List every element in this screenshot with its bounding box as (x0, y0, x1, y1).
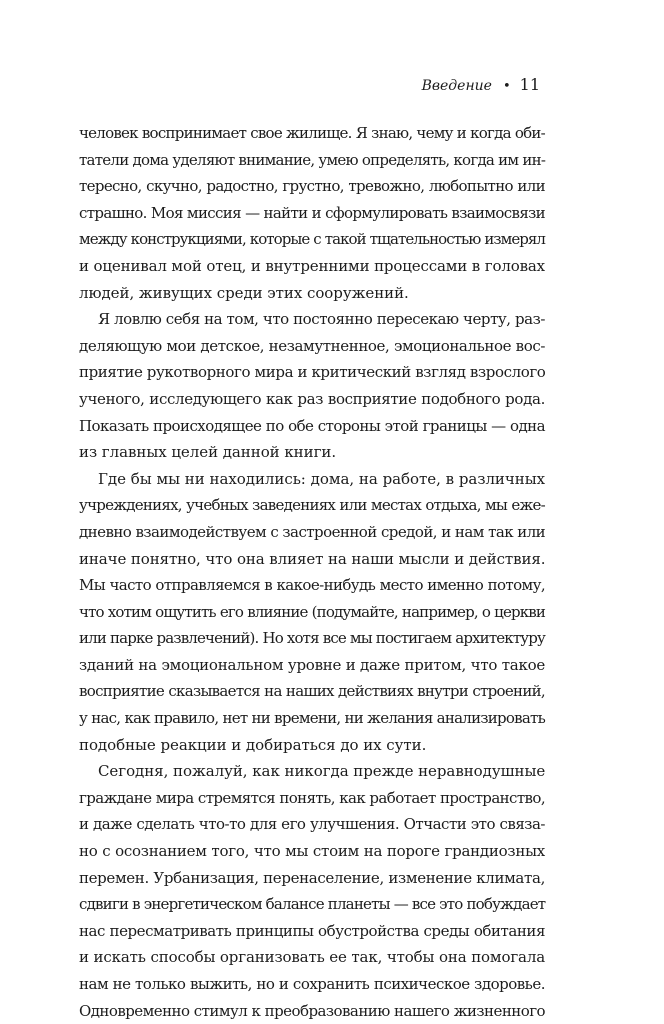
text-line: учреждениях, учебных заведениях или местах отдыха, мы еже- (79, 496, 545, 515)
paragraph (79, 466, 545, 759)
text-line: ученого, исследующего как раз восприятие подобного рода. (79, 389, 545, 408)
text-line: и оценивал мой отец, и внутренними процессами в головах (79, 256, 545, 275)
paragraph (79, 120, 545, 306)
text-line: и даже сделать что-то для его улучшения. Отчасти это связа- (79, 815, 545, 834)
text-line: иначе понятно, что она влияет на наши мысли и действия. (79, 549, 546, 568)
text-line: Мы часто отправляемся в какое-нибудь место именно потому, (79, 576, 545, 595)
text-line: сдвиги в энергетическом балансе планеты — все это побуждает (79, 895, 546, 914)
paragraph (79, 306, 545, 466)
text-line: между конструкциями, которые с такой тщательностью измерял (79, 230, 545, 249)
text-line: и искать способы организовать ее так, чтобы она помогала (79, 948, 545, 967)
text-line: перемен. Урбанизация, перенаселение, изменение климата, (79, 868, 545, 887)
text-line: у нас, как правило, нет ни времени, ни желания анализировать (79, 709, 545, 728)
text-line: дневно взаимодействуем с застроенной средой, и нам так или (79, 522, 546, 541)
text-line: нас пересматривать принципы обустройства среды обитания (79, 921, 545, 940)
text-line: но с осознанием того, что мы стоим на пороге грандиозных (79, 842, 545, 861)
text-line: Я ловлю себя на том, что постоянно пересекаю черту, раз- (98, 310, 545, 329)
text-line: восприятие сказывается на наших действиях внутри строений, (79, 682, 545, 701)
header-separator: • (502, 79, 511, 94)
text-line: нам не только выжить, но и сохранить психическое здоровье. (79, 975, 545, 993)
text-line: Сегодня, пожалуй, как никогда прежде неравнодушные (98, 762, 546, 781)
text-line: страшно. Моя миссия — найти и сформулировать взаимосвязи (79, 203, 546, 222)
text-line: татели дома уделяют внимание, умею определять, когда им ин- (79, 150, 546, 169)
text-line: граждане мира стремятся понять, как работает пространство, (79, 788, 545, 807)
text-line: деляющую мои детское, незамутненное, эмоциональное вос- (79, 336, 545, 355)
text-line: зданий на эмоциональном уровне и даже притом, что такое (79, 655, 545, 674)
text-line: человек воспринимает свое жилище. Я знаю, чему и когда оби- (79, 124, 545, 142)
body-text (79, 120, 545, 1024)
text-line: Где бы мы ни находились: дома, на работе, в различных (98, 469, 545, 488)
section-title: Введение (421, 78, 492, 94)
text-line: тересно, скучно, радостно, грустно, тревожно, любопытно или (79, 177, 545, 196)
text-line: из главных целей данной книги. (79, 443, 337, 462)
page-number: 11 (519, 75, 540, 94)
running-header (422, 74, 540, 98)
text-line: подобные реакции и добираться до их сути. (79, 735, 427, 754)
paragraph (79, 758, 545, 1024)
text-line: Одновременно стимул к преобразованию нашего жизненного (79, 1001, 545, 1020)
text-line: приятие рукотворного мира и критический взгляд взрослого (79, 363, 546, 382)
text-line: людей, живущих среди этих сооружений. (79, 283, 409, 302)
text-line: что хотим ощутить его влияние (подумайте, например, о церкви (79, 602, 545, 621)
text-line: Показать происходящее по обе стороны этой границы — одна (79, 416, 545, 435)
text-line: или парке развлечений). Но хотя все мы постигаем архитектуру (79, 629, 545, 648)
